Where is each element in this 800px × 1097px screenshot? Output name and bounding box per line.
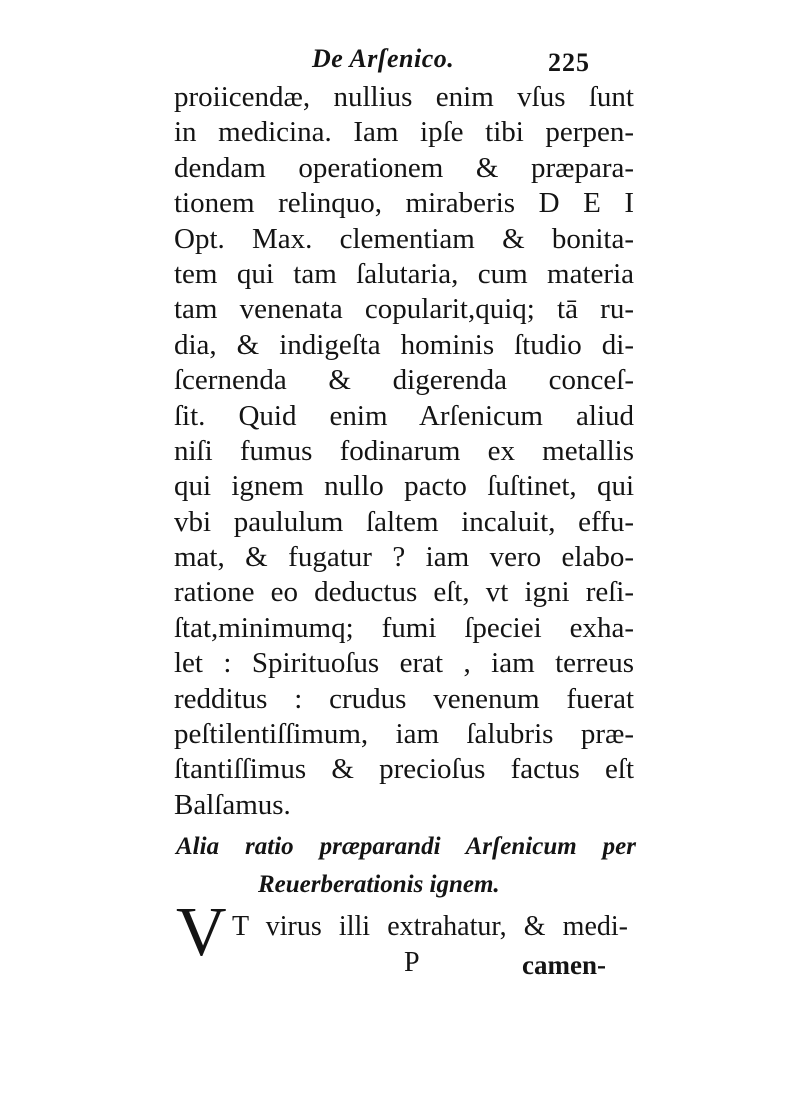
text-line: redditus : crudus venenum fuerat: [174, 682, 634, 715]
signature-mark: P: [404, 947, 420, 978]
drop-cap: V: [176, 894, 227, 971]
text-line: proiicendæ, nullius enim vſus ſunt: [174, 81, 634, 113]
text-line: dia, & indigeſta hominis ſtudio di-: [174, 328, 634, 361]
text-line: tem qui tam ſalutaria, cum materia: [174, 257, 634, 290]
text-line: vbi paululum ſaltem incaluit, effu-: [174, 505, 634, 538]
body-paragraph: [174, 80, 634, 823]
text-line: qui ignem nullo pacto ſuſtinet, qui: [174, 470, 634, 503]
text-line: let : Spirituoſus erat , iam terreus: [174, 647, 634, 680]
running-head: De Arſenico.: [312, 44, 455, 73]
text-line: peſtilentiſſimum, iam ſalubris præ-: [174, 718, 634, 751]
section-first-line: T virus illi extrahatur, & medi-: [232, 911, 628, 942]
text-line: mat, & fugatur ? iam vero elabo-: [174, 541, 634, 574]
section-heading-line: Alia ratio præparandi Arſenicum per: [176, 833, 636, 860]
text-line: Opt. Max. clementiam & bonita-: [174, 222, 634, 255]
text-line: Balſamus.: [174, 788, 291, 821]
text-line: tionem relinquo, miraberis D E I: [174, 187, 634, 220]
catchword: camen-: [522, 950, 606, 980]
text-line: ſit. Quid enim Arſenicum aliud: [174, 399, 634, 432]
page-number: 225: [548, 48, 590, 77]
text-line: ſcernenda & digerenda conceſ-: [174, 364, 634, 397]
section-heading-line: Reuerberationis ignem.: [258, 871, 500, 898]
section-heading: [176, 828, 636, 904]
text-line: ſtat,minimumq; fumi ſpeciei exha-: [174, 611, 634, 644]
text-line: in medicina. Iam ipſe tibi perpen-: [174, 116, 634, 149]
text-line: niſi fumus fodinarum ex metallis: [174, 434, 634, 467]
text-line: ſtantiſſimus & precioſus factus eſt: [174, 753, 634, 786]
text-line: tam venenata copularit,quiq; tā ru-: [174, 293, 634, 326]
text-line: dendam operationem & præpara-: [174, 151, 634, 184]
text-line: ratione eo deductus eſt, vt igni reſi-: [174, 576, 634, 609]
